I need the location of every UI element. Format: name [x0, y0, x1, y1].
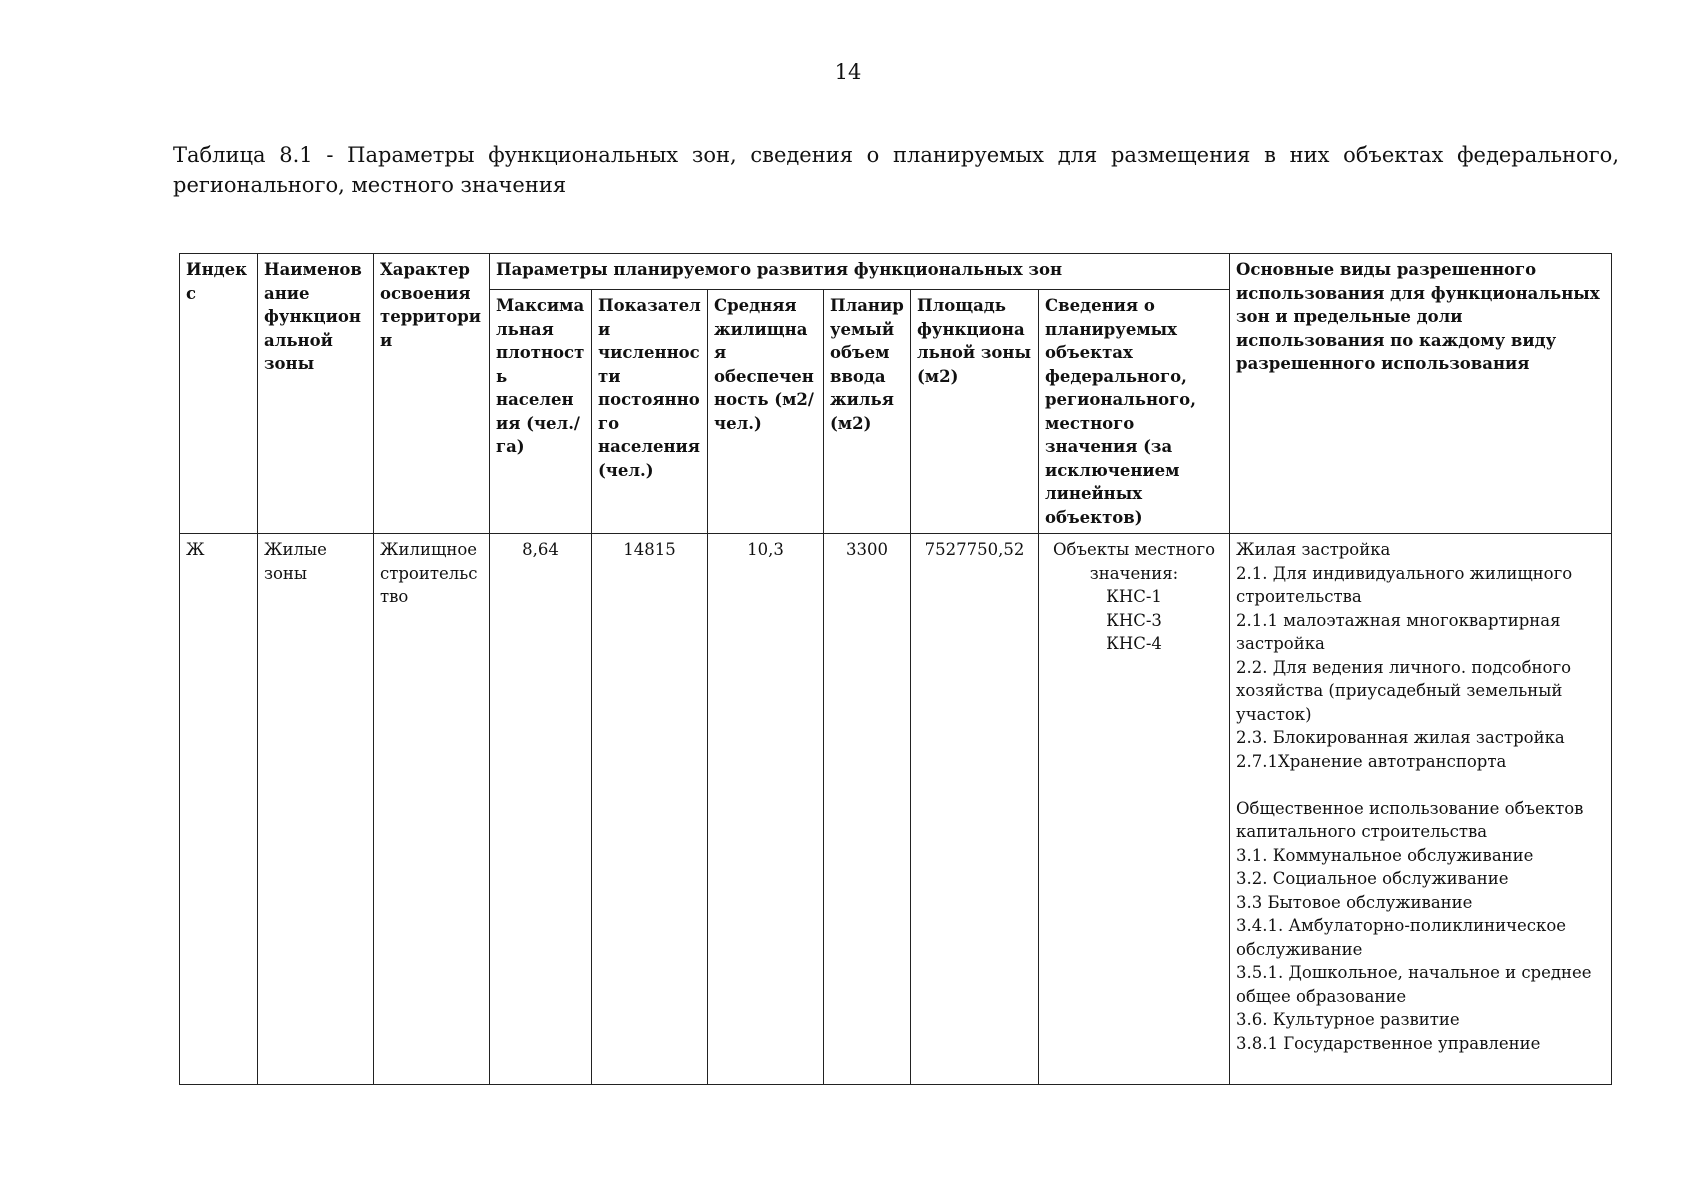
header-planned-volume: Планируемый объем ввода жилья (м2) [824, 290, 911, 534]
main-uses-line: 3.8.1 Государственное управление [1236, 1033, 1541, 1053]
parameters-table [179, 253, 1612, 1085]
header-max-density: Максимальная плотность населения (чел./га) [490, 290, 592, 534]
main-uses-line: 2.1. Для индивидуального жилищного строительства [1236, 563, 1573, 606]
header-main-uses: Основные виды разрешенного использования для функциональных зон и предельные доли использования по каждому виду разрешенного использования [1230, 254, 1612, 534]
header-objects: Сведения о планируемых объектах федерального, регионального, местного значения (за исключением линейных объектов) [1039, 290, 1230, 534]
cell-housing: 10,3 [708, 534, 824, 1085]
cell-population: 14815 [592, 534, 708, 1085]
cell-planned-volume: 3300 [824, 534, 911, 1085]
main-uses-line: 3.2. Социальное обслуживание [1236, 869, 1509, 888]
main-uses-line: 2.2. Для ведения личного. подсобного хозяйства (приусадебный земельный участок) [1236, 657, 1572, 724]
header-territory: Характер освоения территории [374, 254, 490, 534]
main-uses-line: Общественное использование объектов капитального строительства [1236, 798, 1584, 841]
main-uses-line: 3.3 Бытовое обслуживание [1236, 892, 1473, 912]
main-uses-line: Жилая застройка [1236, 540, 1391, 559]
header-row-1 [180, 254, 1612, 290]
cell-area: 7527750,52 [911, 534, 1039, 1085]
header-area: Площадь функциональной зоны (м2) [911, 290, 1039, 534]
objects-item: КНС-1 [1106, 587, 1162, 606]
cell-objects [1039, 534, 1230, 1085]
main-uses-line: 3.6. Культурное развитие [1236, 1010, 1460, 1029]
objects-item: КНС-4 [1106, 634, 1162, 653]
objects-item: КНС-3 [1106, 610, 1162, 630]
cell-main-uses [1230, 534, 1612, 1085]
cell-index: Ж [180, 534, 258, 1085]
cell-zone-name: Жилые зоны [258, 534, 374, 1085]
cell-max-density: 8,64 [490, 534, 592, 1085]
objects-title: Объекты местного значения: [1053, 540, 1216, 583]
main-uses-line: 2.3. Блокированная жилая застройка [1236, 728, 1565, 747]
header-index: Индекс [180, 254, 258, 534]
table-caption: Таблица 8.1 - Параметры функциональных зон, сведения о планируемых для размещения в них объектах федерального, регионального, местного значения [173, 143, 1619, 197]
header-housing: Средняя жилищная обеспеченность (м2/чел.) [708, 290, 824, 534]
header-population: Показатели численности постоянного населения (чел.) [592, 290, 708, 534]
table-row [180, 534, 1612, 1085]
header-zone-name: Наименование функциональной зоны [258, 254, 374, 534]
main-uses-line: 3.1. Коммунальное обслуживание [1236, 845, 1534, 865]
main-uses-line: 2.7.1Хранение автотранспорта [1236, 751, 1507, 771]
main-uses-line: 2.1.1 малоэтажная многоквартирная застройка [1236, 610, 1561, 653]
page-number: 14 [834, 60, 862, 84]
header-params-group: Параметры планируемого развития функциональных зон [490, 254, 1230, 290]
main-uses-line: 3.5.1. Дошкольное, начальное и среднее общее образование [1236, 963, 1592, 1006]
cell-territory: Жилищное строительство [374, 534, 490, 1085]
main-uses-line: 3.4.1. Амбулаторно-поликлиническое обслуживание [1236, 916, 1567, 959]
spacer [1236, 773, 1605, 797]
